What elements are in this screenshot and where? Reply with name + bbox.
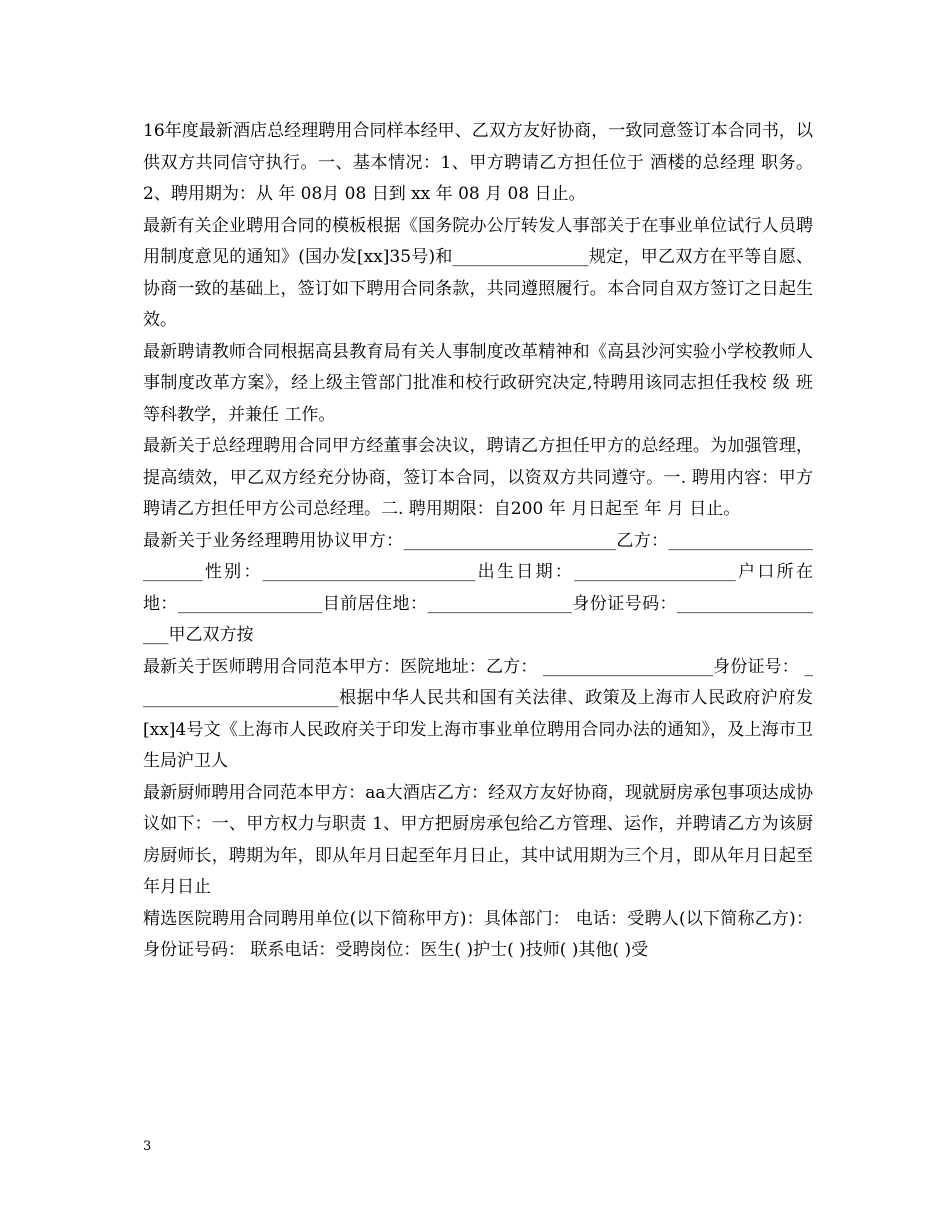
paragraph-hospital-contract: 精选医院聘用合同聘用单位(以下简称甲方)：具体部门： 电话：受聘人(以下简称乙方)： 身份证号码： 联系电话：受聘岗位：医生( )护士( )技师( )其他( )受 bbox=[143, 908, 813, 960]
page-number: 3 bbox=[143, 1139, 152, 1154]
paragraph-business-manager-agreement: 最新关于业务经理聘用协议甲方：_________________________乙方：________________________性别：_________________________出生日期：___________________户口所在地：_________________目前居住地：_________________身份证号码：___________________甲乙双方按 bbox=[143, 530, 813, 645]
paragraph-chef-contract: 最新厨师聘用合同范本甲方：aa大酒店乙方：经双方友好协商，现就厨房承包事项达成协议如下：一、甲方权力与职责 1、甲方把厨房承包给乙方管理、运作，并聘请乙方为该厨房厨师长，聘期为年，即从年月日起至年月日止，其中试用期为三个月，即从年月日起至年月日止 bbox=[143, 782, 813, 897]
paragraph-hotel-general-manager-contract: 16年度最新酒店总经理聘用合同样本经甲、乙双方友好协商，一致同意签订本合同书，以供双方共同信守执行。一、基本情况：1、甲方聘请乙方担任位于 酒楼的总经理 职务。2、聘用期为：从 年 08月 08 日到 xx 年 08 月 08 日止。 bbox=[143, 121, 813, 204]
paragraph-general-manager-contract: 最新关于总经理聘用合同甲方经董事会决议，聘请乙方担任甲方的总经理。为加强管理，提高绩效，甲乙双方经充分协商，签订本合同，以资双方共同遵守。一. 聘用内容：甲方聘请乙方担任甲方公司总经理。二. 聘用期限：自200 年 月日起至 年 月 日止。 bbox=[143, 436, 813, 519]
document-body bbox=[143, 116, 813, 967]
paragraph-enterprise-employment-contract: 最新有关企业聘用合同的模板根据《国务院办公厅转发人事部关于在事业单位试行人员聘用制度意见的通知》(国办发[xx]35号)和________________规定，甲乙双方在平等自愿、协商一致的基础上，签订如下聘用合同条款，共同遵照履行。本合同自双方签订之日起生效。 bbox=[143, 215, 813, 330]
paragraph-teacher-contract: 最新聘请教师合同根据高县教育局有关人事制度改革精神和《高县沙河实验小学校教师人事制度改革方案》，经上级主管部门批准和校行政研究决定,特聘用该同志担任我校 级 班 等科教学，并兼任 工作。 bbox=[143, 341, 813, 425]
paragraph-physician-contract: 最新关于医师聘用合同范本甲方：医院地址：乙方： ____________________身份证号： ________________________根据中华人民共和国有关法律、政策及上海市人民政府沪府发[xx]4号文《上海市人民政府关于印发上海市事业单位聘用合同办法的通知》，及上海市卫生局沪卫人 bbox=[143, 656, 813, 771]
